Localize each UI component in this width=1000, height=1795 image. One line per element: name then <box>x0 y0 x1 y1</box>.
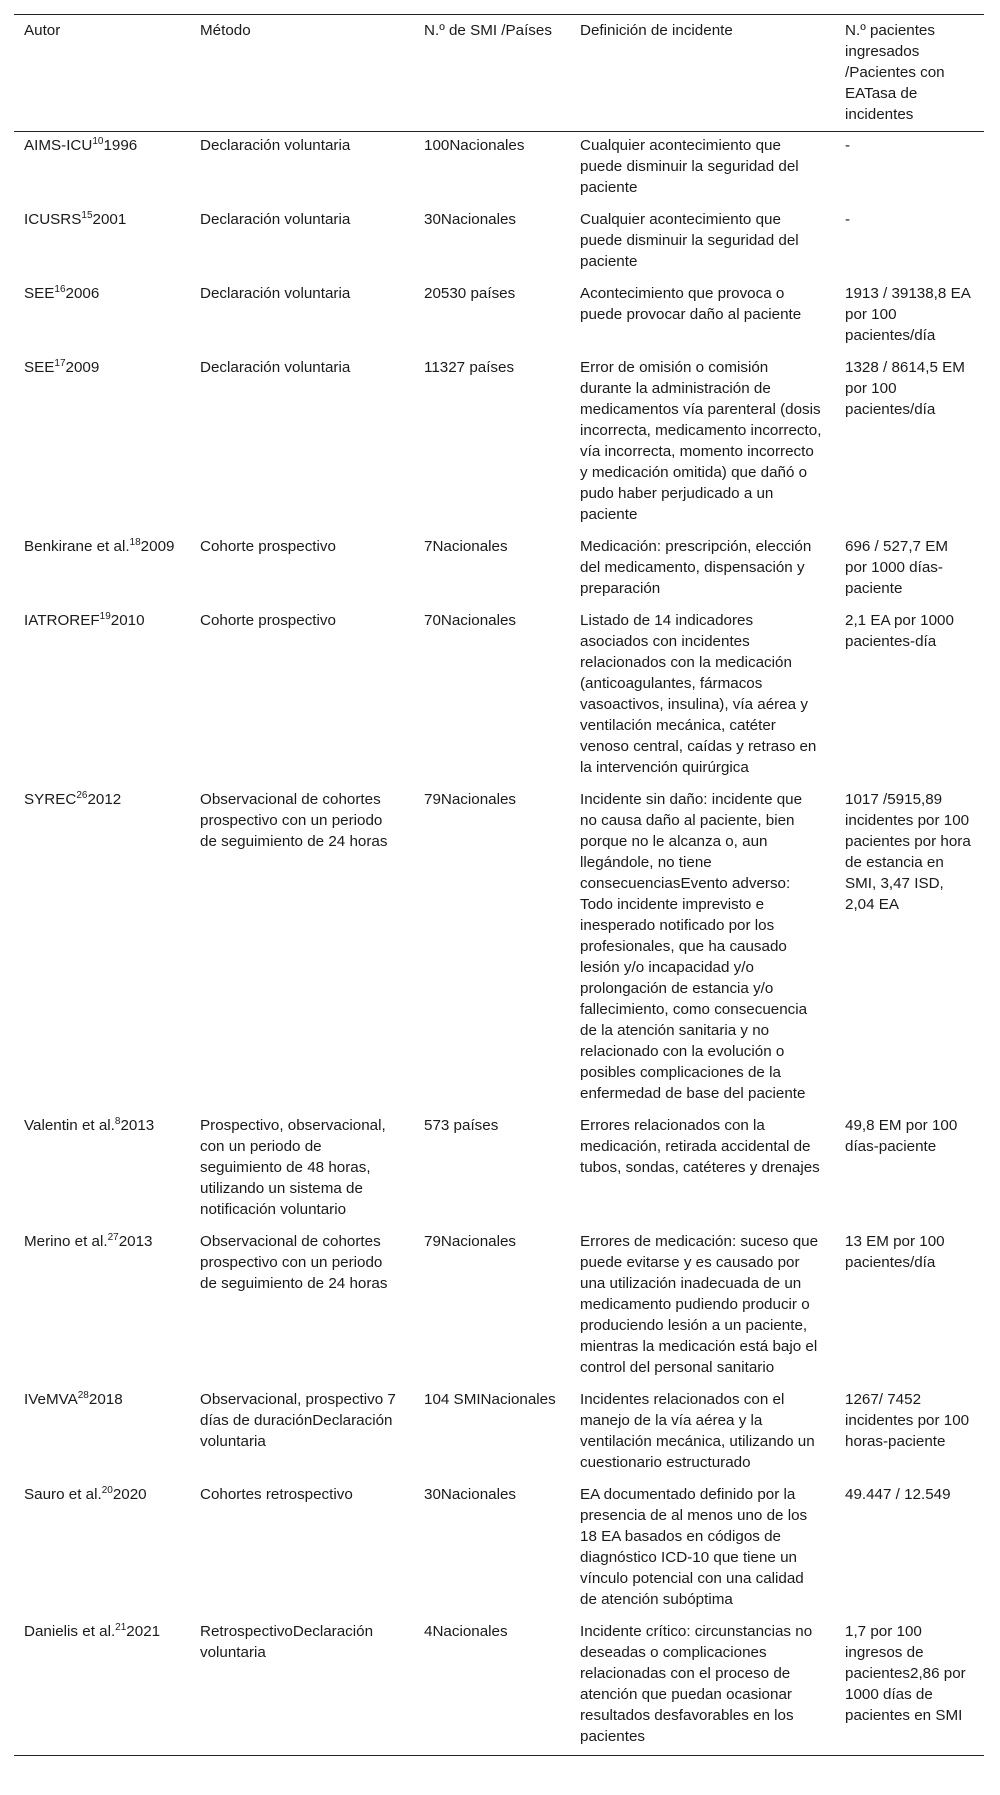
cell-patients: 1267/ 7452 incidentes por 100 horas-paciente <box>845 1391 970 1450</box>
cell-method: RetrospectivoDeclaración voluntaria <box>200 1623 374 1661</box>
cell-method: Prospectivo, observacional, con un periodo de seguimiento de 48 horas, utilizando un sistema de notificación voluntario <box>200 1117 386 1218</box>
author-reference: 15 <box>81 209 93 221</box>
cell-author <box>14 272 190 346</box>
cell-method: Declaración voluntaria <box>200 285 351 302</box>
author-name: SEE <box>24 285 55 302</box>
cell-smi-countries: 70Nacionales <box>424 612 517 629</box>
author-year: 2013 <box>118 1233 153 1250</box>
cell-author <box>14 525 190 599</box>
cell-method: Declaración voluntaria <box>200 359 351 376</box>
cell-author <box>14 198 190 272</box>
cell-author <box>14 1610 190 1756</box>
cell-smi-countries: 30Nacionales <box>424 211 517 228</box>
header-incident-definition: Definición de incidente <box>580 22 733 39</box>
author-reference: 26 <box>76 789 88 801</box>
cell-incident-definition: Incidente sin daño: incidente que no causa daño al paciente, bien porque no le alcanza o, aun llegándole, no tiene consecuenciasEvento adverso: Todo incidente imprevisto e inesperado notificado por los profesionales, que ha causado lesión y/o incapacidad y/o prolongación de estancia y/o fallecimiento, como consecuencia de la atención sanitaria y no relacionado con la evolución o posibles complicaciones de la enfermedad de base del paciente <box>580 791 808 1102</box>
cell-smi-countries: 104 SMINacionales <box>424 1391 556 1408</box>
cell-method: Observacional de cohortes prospectivo con un periodo de seguimiento de 24 horas <box>200 791 388 850</box>
author-year: 1996 <box>103 137 138 154</box>
author-year: 2012 <box>87 791 122 808</box>
table-row <box>14 599 984 778</box>
author-year: 2010 <box>110 612 145 629</box>
table-row <box>14 1473 984 1610</box>
author-reference: 20 <box>101 1484 113 1496</box>
author-name: Merino et al. <box>24 1233 108 1250</box>
cell-author <box>14 778 190 1104</box>
author-reference: 28 <box>77 1389 89 1401</box>
author-year: 2001 <box>92 211 127 228</box>
author-reference: 21 <box>115 1621 127 1633</box>
cell-incident-definition: Listado de 14 indicadores asociados con incidentes relacionados con la medicación (anticoagulantes, fármacos vasoactivos, insulina), vía aérea y ventilación mecánica, catéter venoso central, caídas y retraso en la intervención quirúrgica <box>580 612 817 776</box>
cell-patients: 49,8 EM por 100 días-paciente <box>845 1117 958 1155</box>
table-row <box>14 198 984 272</box>
author-year: 2009 <box>65 359 100 376</box>
author-name: IATROREF <box>24 612 100 629</box>
cell-smi-countries: 4Nacionales <box>424 1623 508 1640</box>
header-method: Método <box>200 22 251 39</box>
cell-incident-definition: Acontecimiento que provoca o puede provocar daño al paciente <box>580 285 802 323</box>
cell-patients: - <box>845 137 851 154</box>
table-row <box>14 778 984 1104</box>
table-row <box>14 346 984 525</box>
cell-method: Cohortes retrospectivo <box>200 1486 353 1503</box>
author-name: SYREC <box>24 791 77 808</box>
cell-smi-countries: 7Nacionales <box>424 538 508 555</box>
author-year: 2018 <box>88 1391 123 1408</box>
cell-patients: 1913 / 39138,8 EA por 100 pacientes/día <box>845 285 970 344</box>
cell-author <box>14 1220 190 1378</box>
cell-author <box>14 1104 190 1220</box>
author-name: Valentin et al. <box>24 1117 115 1134</box>
author-name: SEE <box>24 359 55 376</box>
author-name: AIMS-ICU <box>24 137 93 154</box>
cell-patients: 2,1 EA por 1000 pacientes-día <box>845 612 954 650</box>
author-reference: 19 <box>99 610 111 622</box>
cell-method: Declaración voluntaria <box>200 211 351 228</box>
table-row <box>14 1104 984 1220</box>
header-row <box>14 15 984 132</box>
cell-patients: 49.447 / 12.549 <box>845 1486 951 1503</box>
cell-incident-definition: Incidente crítico: circunstancias no deseadas o complicaciones relacionadas con el proceso de atención que puedan ocasionar resultados desfavorables en los pacientes <box>580 1623 813 1745</box>
cell-patients: - <box>845 211 851 228</box>
cell-method: Observacional de cohortes prospectivo con un periodo de seguimiento de 24 horas <box>200 1233 388 1292</box>
cell-author <box>14 599 190 778</box>
cell-incident-definition: Cualquier acontecimiento que puede disminuir la seguridad del paciente <box>580 137 799 196</box>
table-row <box>14 132 984 199</box>
author-name: ICUSRS <box>24 211 82 228</box>
cell-patients: 1,7 por 100 ingresos de pacientes2,86 por 1000 días de pacientes en SMI <box>845 1623 966 1724</box>
author-reference: 16 <box>54 283 66 295</box>
cell-incident-definition: Errores relacionados con la medicación, retirada accidental de tubos, sondas, catéteres y drenajes <box>580 1117 820 1176</box>
cell-patients: 696 / 527,7 EM por 1000 días-paciente <box>845 538 949 597</box>
header-smi-countries: N.º de SMI /Países <box>424 22 552 39</box>
author-reference: 27 <box>107 1231 119 1243</box>
author-reference: 17 <box>54 357 66 369</box>
author-name: Danielis et al. <box>24 1623 116 1640</box>
cell-method: Cohorte prospectivo <box>200 612 336 629</box>
author-reference: 18 <box>129 536 141 548</box>
table-body <box>14 132 984 1756</box>
author-year: 2006 <box>65 285 100 302</box>
cell-smi-countries: 100Nacionales <box>424 137 525 154</box>
table-row <box>14 1220 984 1378</box>
cell-patients: 1017 /5915,89 incidentes por 100 pacientes por hora de estancia en SMI, 3,47 ISD, 2,04 EA <box>845 791 971 913</box>
author-year: 2020 <box>112 1486 147 1503</box>
author-name: Benkirane et al. <box>24 538 130 555</box>
cell-method: Observacional, prospectivo 7 días de duraciónDeclaración voluntaria <box>200 1391 396 1450</box>
cell-smi-countries: 11327 países <box>424 359 515 376</box>
table-row <box>14 1610 984 1756</box>
cell-method: Cohorte prospectivo <box>200 538 336 555</box>
table-row <box>14 525 984 599</box>
cell-incident-definition: Errores de medicación: suceso que puede evitarse y es causado por una utilización inadecuada de un medicamento pudiendo producir o produciendo lesión a un paciente, mientras la medicación está bajo el control del personal sanitario <box>580 1233 819 1376</box>
table-row <box>14 1378 984 1473</box>
table-header <box>14 15 984 132</box>
cell-incident-definition: Cualquier acontecimiento que puede disminuir la seguridad del paciente <box>580 211 799 270</box>
author-year: 2009 <box>140 538 175 555</box>
cell-smi-countries: 30Nacionales <box>424 1486 517 1503</box>
cell-incident-definition: Medicación: prescripción, elección del medicamento, dispensación y preparación <box>580 538 812 597</box>
author-name: Sauro et al. <box>24 1486 102 1503</box>
author-year: 2013 <box>120 1117 155 1134</box>
cell-author <box>14 1378 190 1473</box>
cell-smi-countries: 20530 países <box>424 285 516 302</box>
author-year: 2021 <box>126 1623 161 1640</box>
table-row <box>14 272 984 346</box>
header-patients: N.º pacientes ingresados /Pacientes con EATasa de incidentes <box>845 22 945 123</box>
author-name: IVeMVA <box>24 1391 78 1408</box>
table-container <box>14 14 984 1756</box>
cell-author <box>14 1473 190 1610</box>
cell-incident-definition: EA documentado definido por la presencia de al menos uno de los 18 EA basados en códigos de diagnóstico ICD-10 que tiene un vínculo potencial con una calidad de atención subóptima <box>580 1486 808 1608</box>
cell-author <box>14 132 190 199</box>
header-author: Autor <box>24 22 61 39</box>
cell-smi-countries: 79Nacionales <box>424 791 517 808</box>
cell-patients: 1328 / 8614,5 EM por 100 pacientes/día <box>845 359 965 418</box>
author-reference: 8 <box>114 1115 121 1127</box>
cell-patients: 13 EM por 100 pacientes/día <box>845 1233 945 1271</box>
cell-author <box>14 346 190 525</box>
cell-smi-countries: 573 países <box>424 1117 499 1134</box>
cell-incident-definition: Error de omisión o comisión durante la administración de medicamentos vía parenteral (dosis incorrecta, medicamento incorrecto, vía incorrecta, momento incorrecto y medicación omitida) que dañó o pudo haber perjudicado a un paciente <box>580 359 822 523</box>
author-reference: 10 <box>92 135 104 147</box>
cell-smi-countries: 79Nacionales <box>424 1233 517 1250</box>
cell-method: Declaración voluntaria <box>200 137 351 154</box>
cell-incident-definition: Incidentes relacionados con el manejo de la vía aérea y la ventilación mecánica, utilizando un cuestionario estructurado <box>580 1391 815 1471</box>
incidents-table <box>14 14 984 1756</box>
